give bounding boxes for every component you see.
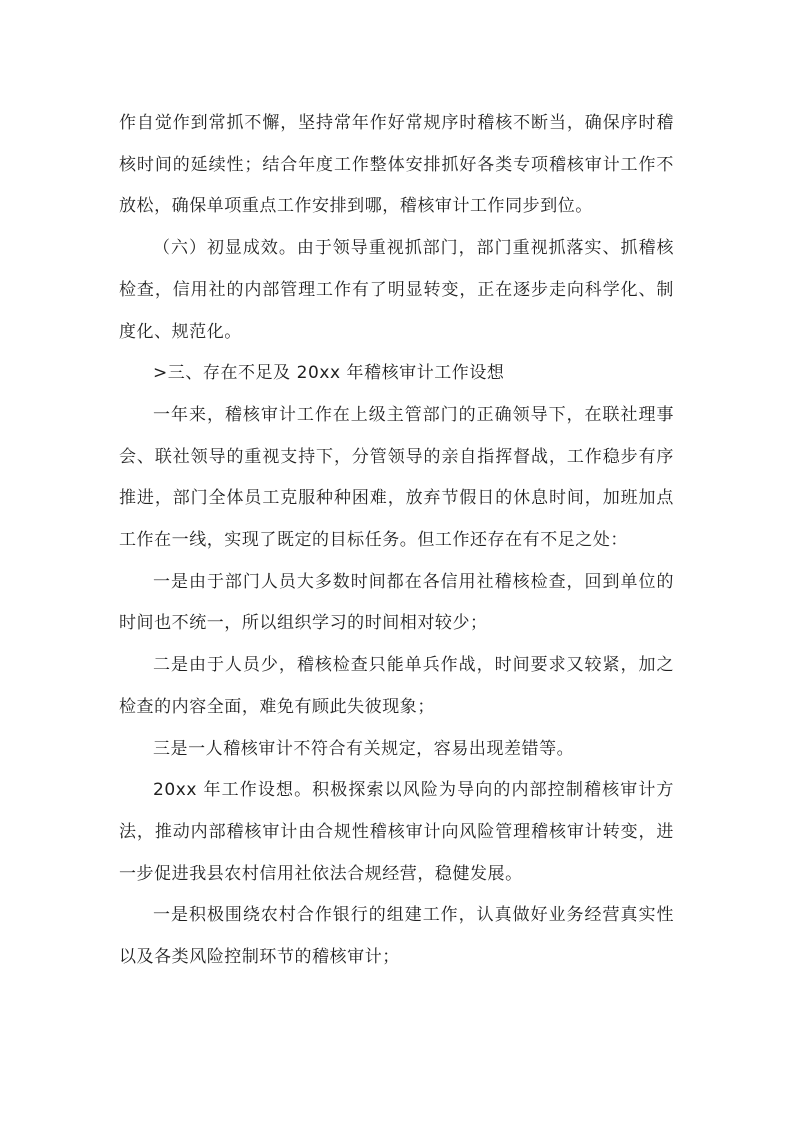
paragraph-initial-results: （六）初显成效。由于领导重视抓部门，部门重视抓落实、抓稽核检查，信用社的内部管理工作有了明显转变，正在逐步走向科学化、制度化、规范化。	[119, 238, 674, 342]
paragraph-shortcoming-1: 一是由于部门人员大多数时间都在各信用社稽核检查，回到单位的时间也不统一，所以组织学习的时间相对较少；	[119, 571, 674, 634]
paragraph-shortcoming-2: 二是由于人员少，稽核检查只能单兵作战，时间要求又较紧，加之检查的内容全面，难免有顾此失彼现象；	[119, 655, 674, 717]
paragraph-shortcoming-3: 三是一人稽核审计不符合有关规定，容易出现差错等。	[153, 738, 575, 759]
document-page	[119, 103, 674, 979]
paragraph-plan-item-1: 一是积极围绕农村合作银行的组建工作，认真做好业务经营真实性以及各类风险控制环节的稽核审计；	[119, 905, 674, 968]
paragraph-work-plan: 20xx 年工作设想。积极探索以风险为导向的内部控制稽核审计方法，推动内部稽核审计由合规性稽核审计向风险管理稽核审计转变，进一步促进我县农村信用社依法合规经营，稳健发展。	[119, 780, 674, 884]
section-heading-shortcomings: >三、存在不足及 20xx 年稽核审计工作设想	[153, 363, 505, 384]
paragraph-continuation: 作自觉作到常抓不懈，坚持常年作好常规序时稽核不断当，确保序时稽核时间的延续性；结合年度工作整体安排抓好各类专项稽核审计工作不放松，确保单项重点工作安排到哪，稽核审计工作同步到位。	[119, 113, 674, 217]
paragraph-year-review: 一年来，稽核审计工作在上级主管部门的正确领导下，在联社理事会、联社领导的重视支持下，分管领导的亲自指挥督战，工作稳步有序推进，部门全体员工克服种种困难，放弃节假日的休息时间，加班加点工作在一线，实现了既定的目标任务。但工作还存在有不足之处：	[119, 404, 674, 551]
